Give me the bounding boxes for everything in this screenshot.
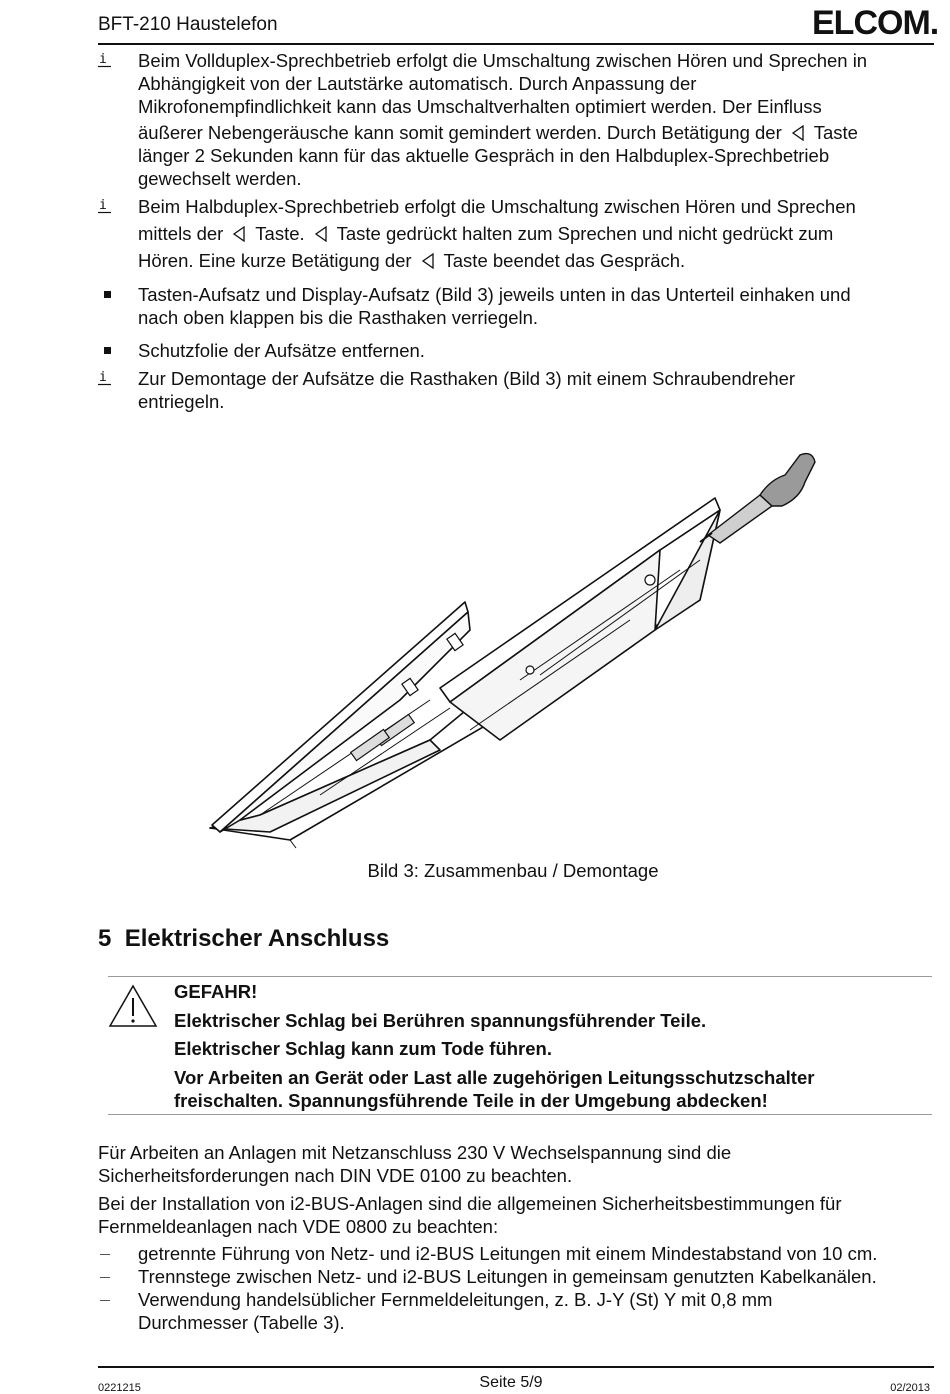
- note-line: Zur Demontage der Aufsätze die Rasthaken (Bild 3) mit einem Schraubendreher: [138, 368, 796, 389]
- note-text: Taste.: [255, 223, 305, 244]
- svg-text:i: i: [99, 370, 107, 385]
- dash-icon: [100, 1277, 110, 1278]
- warning-label: GEFAHR!: [174, 981, 258, 1002]
- warning-line: Elektrischer Schlag kann zum Tode führen.: [174, 1038, 552, 1059]
- note-line: länger 2 Sekunden kann für das aktuelle Gespräch in den Halbduplex-Sprechbetrieb: [138, 145, 830, 166]
- bullet-icon: [104, 291, 111, 298]
- elcom-logo: ELCOM.: [812, 4, 939, 42]
- footer-divider: [98, 1366, 934, 1368]
- bullet-icon: [104, 347, 111, 354]
- section-heading: [98, 925, 389, 953]
- assembly-illustration: [200, 440, 840, 860]
- section-title: Elektrischer Anschluss: [124, 925, 390, 952]
- note-line: [138, 249, 928, 272]
- note-text: Taste: [813, 122, 858, 143]
- note-text: Taste gedrückt halten zum Sprechen und nicht gedrückt zum: [336, 223, 834, 244]
- note-line: Beim Halbduplex-Sprechbetrieb erfolgt die Umschaltung zwischen Hören und Sprechen: [138, 196, 856, 217]
- note-line: entriegeln.: [138, 391, 225, 412]
- dash-line: Trennstege zwischen Netz- und i2-BUS Leitungen in gemeinsam genutzten Kabelkanälen.: [138, 1266, 877, 1287]
- warning-triangle-icon: [108, 984, 158, 1028]
- warning-top-rule: [108, 976, 932, 977]
- bullet-line: nach oben klappen bis die Rasthaken verriegeln.: [138, 307, 539, 328]
- warning-line: Elektrischer Schlag bei Berühren spannungsführender Teile.: [174, 1010, 707, 1031]
- note-text: mittels der: [138, 223, 224, 244]
- note-text: Hören. Eine kurze Betätigung der: [138, 250, 412, 271]
- warning-bottom-rule: [108, 1114, 932, 1115]
- dash-line: Durchmesser (Tabelle 3).: [138, 1312, 345, 1333]
- paragraph-netzanschluss: [98, 1141, 928, 1187]
- paragraph-line: Für Arbeiten an Anlagen mit Netzanschluss 230 V Wechselspannung sind die: [98, 1142, 732, 1163]
- note-line: Mikrofonempfindlichkeit kann das Umschaltverhalten optimiert werden. Der Einfluss: [138, 96, 822, 117]
- svg-text:i: i: [99, 198, 107, 213]
- page-number: Seite 5/9: [479, 1374, 543, 1391]
- bullet-line: Schutzfolie der Aufsätze entfernen.: [138, 340, 425, 361]
- dash-icon: [100, 1254, 110, 1255]
- paragraph-line: Sicherheitsforderungen nach DIN VDE 0100 zu beachten.: [98, 1165, 573, 1186]
- paragraph-line: Fernmeldeanlagen nach VDE 0800 zu beachten:: [98, 1216, 499, 1237]
- note-text: äußerer Nebengeräusche kann somit gemindert werden. Durch Betätigung der: [138, 122, 782, 143]
- note-line: [138, 222, 928, 245]
- note-line: gewechselt werden.: [138, 168, 302, 189]
- note-line: Abhängigkeit von der Lautstärke automatisch. Durch Anpassung der: [138, 73, 697, 94]
- note-text: Taste beendet das Gespräch.: [443, 250, 686, 271]
- speaker-key-icon: [232, 226, 246, 242]
- document-date: 02/2013: [890, 1382, 930, 1394]
- bullet-line: Tasten-Aufsatz und Display-Aufsatz (Bild 3) jeweils unten in das Unterteil einhaken und: [138, 284, 851, 305]
- info-icon: [98, 49, 122, 72]
- speaker-key-icon: [421, 253, 435, 269]
- header-divider: [98, 43, 934, 45]
- note-line: Beim Vollduplex-Sprechbetrieb erfolgt die Umschaltung zwischen Hören und Sprechen in: [138, 50, 868, 71]
- info-icon: [98, 367, 122, 390]
- section-number: 5: [98, 925, 112, 952]
- warning-line: freischalten. Spannungsführende Teile in der Umgebung abdecken!: [174, 1090, 768, 1111]
- paragraph-i2bus: [98, 1192, 928, 1238]
- dash-line: Verwendung handelsüblicher Fernmeldeleitungen, z. B. J-Y (St) Y mit 0,8 mm: [138, 1289, 773, 1310]
- paragraph-line: Bei der Installation von i2-BUS-Anlagen sind die allgemeinen Sicherheitsbestimmungen für: [98, 1193, 842, 1214]
- document-number: 0221215: [98, 1382, 141, 1394]
- note-line: [138, 121, 928, 144]
- info-icon: [98, 195, 122, 218]
- warning-line: Vor Arbeiten an Gerät oder Last alle zugehörigen Leitungsschutzschalter: [174, 1067, 815, 1088]
- speaker-key-icon: [791, 125, 805, 141]
- dash-icon: [100, 1300, 110, 1301]
- document-title: BFT-210 Haustelefon: [98, 14, 278, 35]
- figure-caption: Bild 3: Zusammenbau / Demontage: [367, 860, 659, 881]
- speaker-key-icon: [314, 226, 328, 242]
- svg-text:i: i: [99, 52, 107, 67]
- dash-line: getrennte Führung von Netz- und i2-BUS Leitungen mit einem Mindestabstand von 10 cm.: [138, 1243, 878, 1264]
